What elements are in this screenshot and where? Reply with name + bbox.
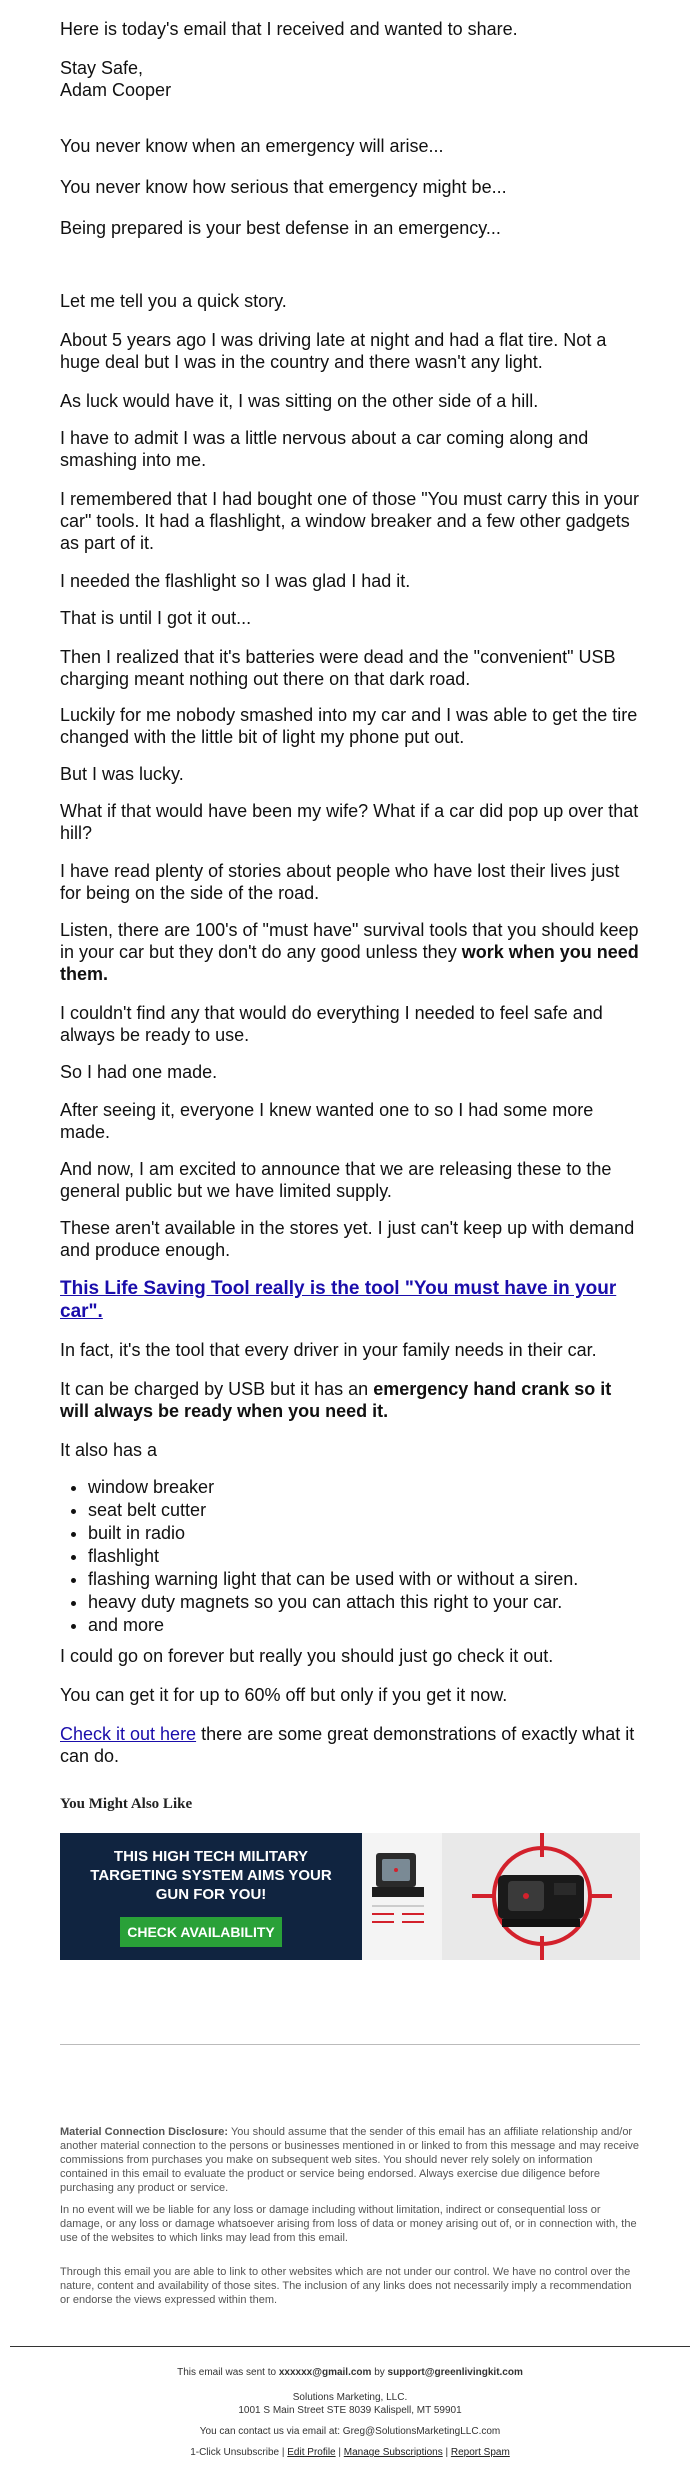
story-p11: What if that would have been my wife? What if a car did pop up over that hill? xyxy=(60,801,639,843)
story-p10: But I was lucky. xyxy=(60,764,184,784)
list-item: • seat belt cutter xyxy=(88,1499,645,1521)
feature-list xyxy=(60,1476,645,1636)
hook-1: You never know when an emergency will arise... xyxy=(60,136,444,156)
footer-recipient: xxxxxx@gmail.com xyxy=(278,2367,372,2378)
manage-subscriptions-link[interactable]: Manage Subscriptions xyxy=(343,2447,443,2458)
list-item: • window breaker xyxy=(88,1476,645,1498)
cta-paragraph xyxy=(60,1277,645,1323)
story-p19: In fact, it's the tool that every driver in your family needs in their car. xyxy=(60,1340,597,1360)
story-p17: And now, I am excited to announce that we are releasing these to the general public but we have limited supply. xyxy=(60,1159,612,1201)
footer-sender: support@greenlivingkit.com xyxy=(387,2367,523,2378)
disclosure-text-1: You should assume that the sender of this email has an affiliate relationship and/or another material connection to the persons or businesses mentioned in or linked to from this message and may receive commissions from purchases you make on subsequent web sites. You should never rely solely on information contained in this email to evaluate the product or service being endorsed. Always exercise due diligence before purchasing any product or service. xyxy=(60,2126,640,2194)
footer-by: by xyxy=(371,2367,388,2378)
check-availability-button[interactable]: CHECK AVAILABILITY xyxy=(120,1917,282,1947)
story-p23: You can get it for up to 60% off but only if you get it now. xyxy=(60,1685,508,1705)
story-p5: I remembered that I had bought one of those "You must carry this in your car" tools. It had a flashlight, a window breaker and a few other gadgets as part of it. xyxy=(60,489,640,553)
story-p20-text: It can be charged by USB but it has an xyxy=(60,1379,374,1399)
story-p24-text: there are some great demonstrations of exactly what it can do. xyxy=(60,1724,635,1766)
story-p21: It also has a xyxy=(60,1440,158,1460)
story-p13 xyxy=(60,919,645,985)
disclosure-paragraph-1 xyxy=(60,2125,640,2195)
story-p4: I have to admit I was a little nervous about a car coming along and smashing into me. xyxy=(60,428,589,470)
story-p14: I couldn't find any that would do everything I needed to feel safe and always be ready to use. xyxy=(60,1003,603,1045)
story-p7: That is until I got it out... xyxy=(60,608,252,628)
story-p20 xyxy=(60,1378,645,1422)
footer-links xyxy=(0,2446,700,2459)
you-might-also-like-heading: You Might Also Like xyxy=(60,1796,193,1812)
banner-headline: THIS HIGH TECH MILITARY TARGETING SYSTEM AIMS YOUR GUN FOR YOU! xyxy=(90,1848,332,1903)
story-p9: Luckily for me nobody smashed into my car and I was able to get the tire changed with the little bit of light my phone put out. xyxy=(60,705,638,747)
check-it-out-link[interactable]: Check it out here xyxy=(60,1724,197,1744)
hook-2: You never know how serious that emergency might be... xyxy=(60,177,507,197)
footer-sep: | xyxy=(279,2447,288,2458)
red-dot-sight-icon xyxy=(362,1833,442,1960)
signoff: Stay Safe, xyxy=(60,58,144,78)
sender-name: Adam Cooper xyxy=(60,80,172,100)
story-p6: I needed the flashlight so I was glad I had it. xyxy=(60,571,411,591)
footer-sent-line xyxy=(0,2366,700,2379)
story-p13-emphasis: work when you need them. xyxy=(60,942,639,984)
footer-address: 1001 S Main Street STE 8039 Kalispell, MT 59901 xyxy=(238,2405,462,2416)
footer-contact: You can contact us via email at: Greg@SolutionsMarketingLLC.com xyxy=(199,2426,501,2437)
list-item: • and more xyxy=(88,1614,645,1636)
story-p18: These aren't available in the stores yet. I just can't keep up with demand and produce enough. xyxy=(60,1218,635,1260)
intro-line: Here is today's email that I received and wanted to share. xyxy=(60,19,518,39)
life-saving-tool-link[interactable]: This Life Saving Tool really is the tool "You must have in your car". xyxy=(60,1278,617,1322)
banner-scope-image xyxy=(442,1833,640,1960)
list-item: • built in radio xyxy=(88,1522,645,1544)
story-p15: So I had one made. xyxy=(60,1062,218,1082)
footer-company: Solutions Marketing, LLC. xyxy=(292,2392,408,2403)
banner-left-panel xyxy=(60,1833,362,1960)
banner-product-spec-panel xyxy=(362,1833,442,1960)
story-p20-emphasis: emergency hand crank so it will always be ready when you need it. xyxy=(60,1379,612,1421)
footer-sep: | xyxy=(335,2447,344,2458)
unsubscribe-text[interactable]: 1-Click Unsubscribe xyxy=(190,2447,280,2458)
footer-divider xyxy=(10,2346,690,2347)
story-p22: I could go on forever but really you should just go check it out. xyxy=(60,1646,554,1666)
section-divider xyxy=(60,2044,640,2045)
story-p8: Then I realized that it's batteries were dead and the "convenient" USB charging meant nothing out there on that dark road. xyxy=(60,647,616,689)
list-item: • heavy duty magnets so you can attach this right to your car. xyxy=(88,1591,645,1613)
story-p2: About 5 years ago I was driving late at night and had a flat tire. Not a huge deal but I was in the country and there wasn't any light. xyxy=(60,330,607,372)
footer-sep: | xyxy=(442,2447,451,2458)
report-spam-link[interactable]: Report Spam xyxy=(450,2447,510,2458)
edit-profile-link[interactable]: Edit Profile xyxy=(287,2447,336,2458)
story-p3: As luck would have it, I was sitting on the other side of a hill. xyxy=(60,391,539,411)
story-p16: After seeing it, everyone I knew wanted one to so I had some more made. xyxy=(60,1100,594,1142)
story-p24 xyxy=(60,1723,645,1767)
story-p13-text: Listen, there are 100's of "must have" survival tools that you should keep in your car but they don't do any good unless they xyxy=(60,920,639,962)
disclosure-paragraph-2: In no event will we be liable for any loss or damage including without limitation, indirect or consequential loss or damage, or any loss or damage whatsoever arising from loss of data or money arising out of, or in connection with, the use of the websites to which links may lead from this email. xyxy=(60,2204,637,2244)
list-item: • flashing warning light that can be used with or without a siren. xyxy=(88,1568,645,1590)
footer-sent-prefix: This email was sent to xyxy=(177,2367,279,2378)
story-p1: Let me tell you a quick story. xyxy=(60,291,287,311)
disclosure-label: Material Connection Disclosure: xyxy=(60,2126,229,2138)
disclosure-paragraph-3: Through this email you are able to link to other websites which are not under our control. We have no control over the nature, content and availability of those sites. The inclusion of any links does not necessarily imply a recommendation or endorse the views expressed within them. xyxy=(60,2266,632,2306)
list-item: • flashlight xyxy=(88,1545,645,1567)
crosshair-scope-icon xyxy=(442,1833,640,1960)
hook-3: Being prepared is your best defense in an emergency... xyxy=(60,218,501,238)
targeting-system-ad-banner[interactable] xyxy=(60,1833,640,1960)
story-p12: I have read plenty of stories about people who have lost their lives just for being on the side of the road. xyxy=(60,861,620,903)
